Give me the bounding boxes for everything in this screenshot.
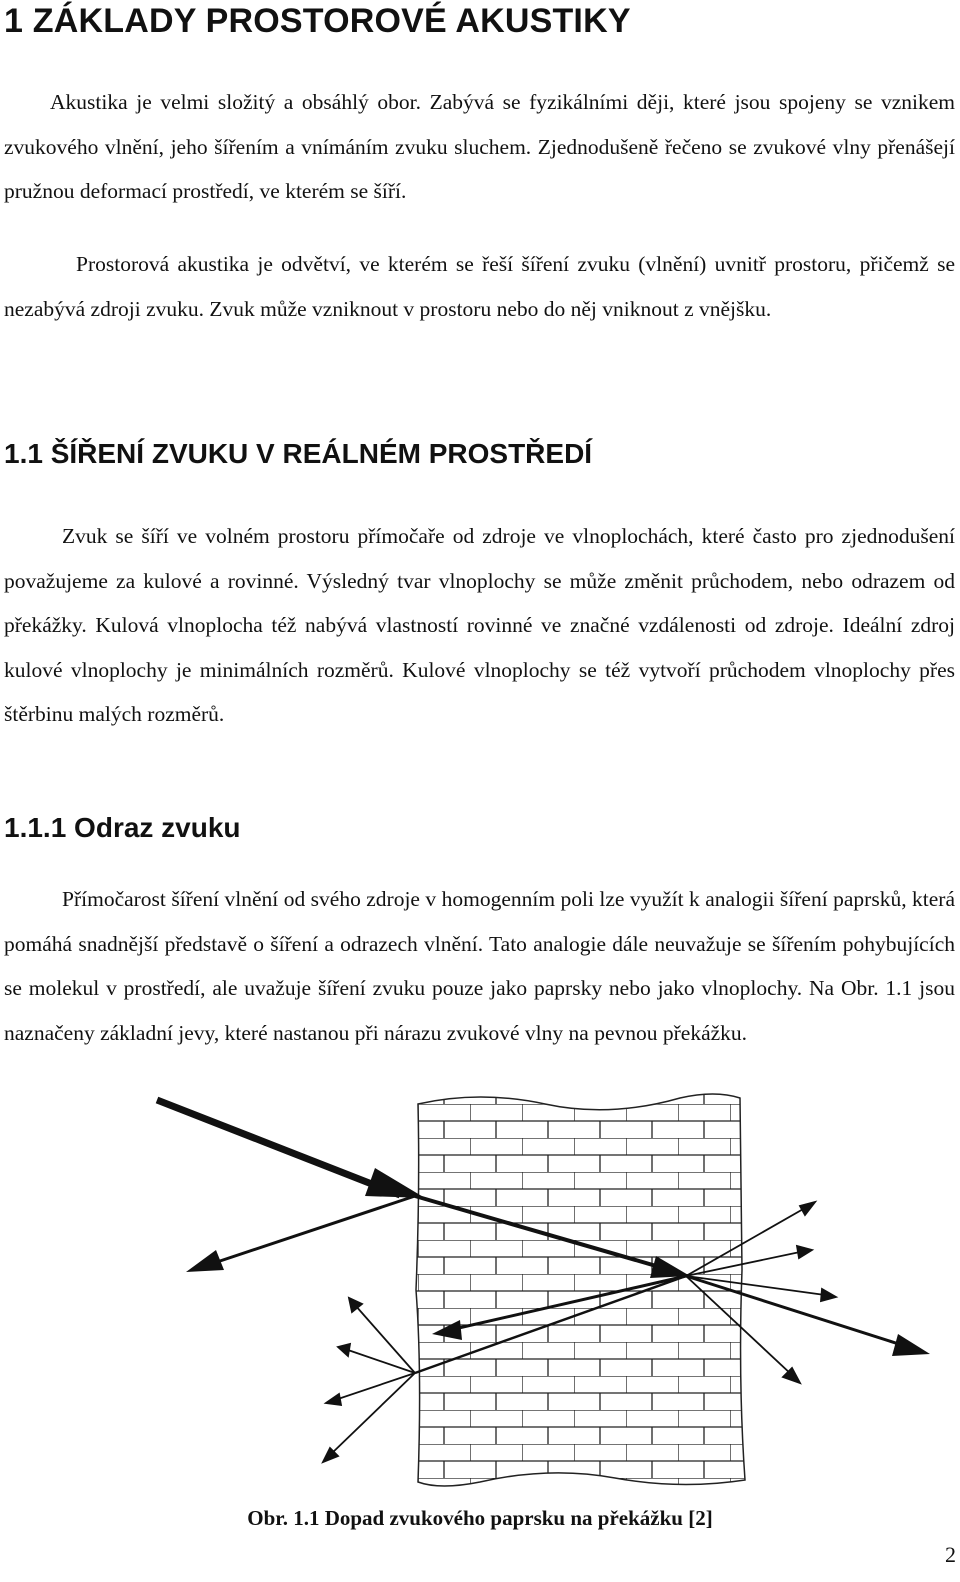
paragraph-reflection: Přímočarost šíření vlnění od svého zdroje v homogenním poli lze využít k analogii šíření paprsků, která pomáhá snadnější představě o šíření a odrazech vlnění. Tato analogie dále neuvažuje se šířením pohybujících se molekul v prostředí, ale uvažuje šíření zvuku pouze jako paprsky nebo jako vlnoplochy. Na Obr. 1.1 jsou naznačeny základní jevy, které nastanou při nárazu zvukové vlny na pevnou překážku.	[4, 887, 955, 1045]
scatter-rays-lower	[323, 1298, 415, 1462]
paragraph-propagation: Zvuk se šíří ve volném prostoru přímočaře od zdroje ve vlnoplochách, které často pro zjednodušení považujeme za kulové a rovinné. Výsledný tvar vlnoplochy se může změnit průchodem, nebo odrazem od překážky. Kulová vlnoplocha též nabývá vlastností rovinné ve značné vzdálenosti od zdroje. Ideální zdroj kulové vlnoplochy je minimálních rozměrů. Kulové vlnoplochy se též vytvoří průchodem vlnoplochy přes štěrbinu malých rozměrů.	[4, 524, 955, 726]
figure-sound-ray-obstacle	[0, 1090, 960, 1490]
figure-caption: Obr. 1.1 Dopad zvukového paprsku na překážku [2]	[247, 1506, 713, 1530]
page-number: 2	[945, 1542, 956, 1567]
chapter-heading: 1 ZÁKLADY PROSTOROVÉ AKUSTIKY	[4, 2, 631, 40]
subsection-heading-1-1-1: 1.1.1 Odraz zvuku	[4, 812, 241, 843]
paragraph-room-acoustics: Prostorová akustika je odvětví, ve kterém se řeší šíření zvuku (vlnění) uvnitř prostoru, přičemž se nezabývá zdroji zvuku. Zvuk může vzniknout v prostoru nebo do něj vniknout z vnějšku.	[4, 252, 955, 321]
incident-ray	[157, 1100, 425, 1198]
section-heading-1-1: 1.1 ŠÍŘENÍ ZVUKU V REÁLNÉM PROSTŘEDÍ	[4, 438, 593, 469]
reflected-ray	[186, 1196, 415, 1272]
brick-wall	[400, 1090, 760, 1490]
paragraph-intro: Akustika je velmi složitý a obsáhlý obor. Zabývá se fyzikálními ději, které jsou spojeny se vznikem zvukového vlnění, jeho šířením a vnímáním zvuku sluchem. Zjednodušeně řečeno se zvukové vlny přenášejí pružnou deformací prostředí, ve kterém se šíří.	[4, 90, 955, 203]
